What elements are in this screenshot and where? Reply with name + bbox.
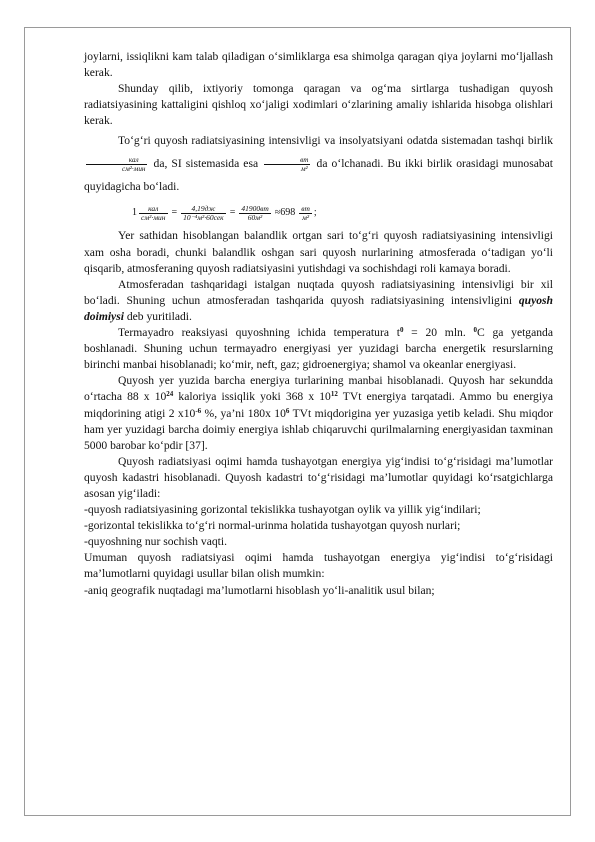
formula-fraction: $\frac{\text{кал}}{\text{см²·мин}}$: [141, 203, 166, 222]
unit-fraction: $\frac{\text{кал}}{\text{см²·мин}}$: [86, 156, 147, 173]
paragraph-units: To‘g‘ri quyosh radiatsiyasining intensivligi va insolyatsiyani odatda sistemadan tashqi birlik $\frac{\text{кал}}{\text{см²·мин}}$ da, SI sistemasida esa $\frac{вт}{\text{м²}}$ da o‘lchanadi. Bu ikki birlik orasidagi munosabat quyidagicha bo‘ladi.: [84, 134, 554, 194]
list-item: -quyoshning nur sochish vaqti.: [84, 535, 227, 549]
body-text: [84, 49, 553, 599]
paragraph: Shunday qilib, ixtiyoriy tomonga qaragan va og‘ma sirtlarga tushadigan quyosh radiatsiyasining kattaligini qishloq xo‘jaligi xodimlari o‘zlarining amaliy ishlarida hisobga olishlari kerak.: [84, 82, 553, 128]
paragraph: Termayadro reaksiyasi quyoshning ichida temperatura $t^0 = 20$ mln. $^0$C ga yetganda boshlanadi. Shuning uchun termayadro energiyasi yer yuzidagi barcha energetik resurslarning birinchi manbai hisoblanadi; ko‘mir, neft, gaz; gidroenergiya; shamol va okeanlar energiyasi.: [84, 326, 553, 372]
paragraph: Umuman quyosh radiatsiyasi oqimi hamda tushayotgan energiya yig‘indisi to‘g‘risidagi ma’lumotlarni quyidagi usullar bilan olish mumkin:: [84, 551, 553, 581]
paragraph: Yer sathidan hisoblangan balandlik ortgan sari to‘g‘ri quyosh radiatsiyasining intensivligi xam osha boradi, chunki balandlik oshgan sari quyosh nurlarining atmosferada o‘tadigan yo‘li qisqarib, atmosferaning quyosh radiatsiyasini yutishdagi va sochishdagi roli kamaya boradi.: [84, 229, 553, 275]
conversion-formula: 1 $\frac{\text{кал}}{\text{см²·мин}}$ = $\frac{4,19дж}{\text{10⁻⁴м²·60сек}}$ = $\frac{41900вт}{\text{60м²}}$ ≈698 $\frac{вт}{\text{м²}}$ ;: [132, 203, 317, 222]
paragraph: Atmosferadan tashqaridagi istalgan nuqtada quyosh radiatsiyasining intensivligi bir xil bo‘ladi. Shuning uchun atmosferadan tashqarida quyosh radiatsiyasining intensivligini quyosh doimiysi deb yuritiladi.: [84, 277, 554, 323]
formula-fraction: $\frac{41900вт}{\text{60м²}}$: [241, 203, 269, 222]
unit-fraction: $\frac{вт}{\text{м²}}$: [264, 156, 310, 173]
paragraph: joylarni, issiqlikni kam talab qiladigan o‘simliklarga esa shimolga qaragan qiya joylarni mo‘ljallash kerak.: [84, 50, 553, 80]
paragraph: Quyosh radiatsiyasi oqimi hamda tushayotgan energiya yig‘indisi to‘g‘risidagi ma’lumotlar quyosh kadastri hisoblanadi. Quyosh kadastri to‘g‘risidagi ma’lumotlar quyidagi ko‘rsatgichlarga asosan yig‘iladi:: [84, 454, 553, 500]
list-item: -aniq geografik nuqtadagi ma’lumotlarni hisoblash yo‘li-analitik usul bilan;: [84, 583, 435, 597]
list-item: -gorizontal tekislikka to‘g‘ri normal-urinma holatida tushayotgan quyosh nurlari;: [84, 519, 461, 533]
paragraph: Quyosh yer yuzida barcha energiya turlarining manbai hisoblanadi. Quyosh har sekundda o‘rtacha 88 x $10^{24}$ kaloriya issiqlik yoki 368 x $10^{12}$ TVt energiya tarqatadi. Ammo bu energiya miqdorining atigi 2 $x10^{-6}$ %, ya’ni 180x $10^6$ TVt miqdorigina yer yuzasiga yetib keladi. Shu miqdor ham yer yuzidagi barcha doimiy energiya ishlab chiqaruvchi qurilmalarning energiyasidan taxminan 5000 barobar ko‘pdir [37].: [84, 374, 554, 452]
emphasized-term: quyosh doimiysi: [84, 293, 554, 323]
list-item: -quyosh radiatsiyasining gorizontal tekislikka tushayotgan oylik va yillik yig‘indilari;: [84, 503, 481, 517]
formula-fraction: $\frac{4,19дж}{\text{10⁻⁴м²·60сек}}$: [183, 203, 224, 222]
formula-fraction: $\frac{вт}{\text{м²}}$: [301, 203, 310, 222]
